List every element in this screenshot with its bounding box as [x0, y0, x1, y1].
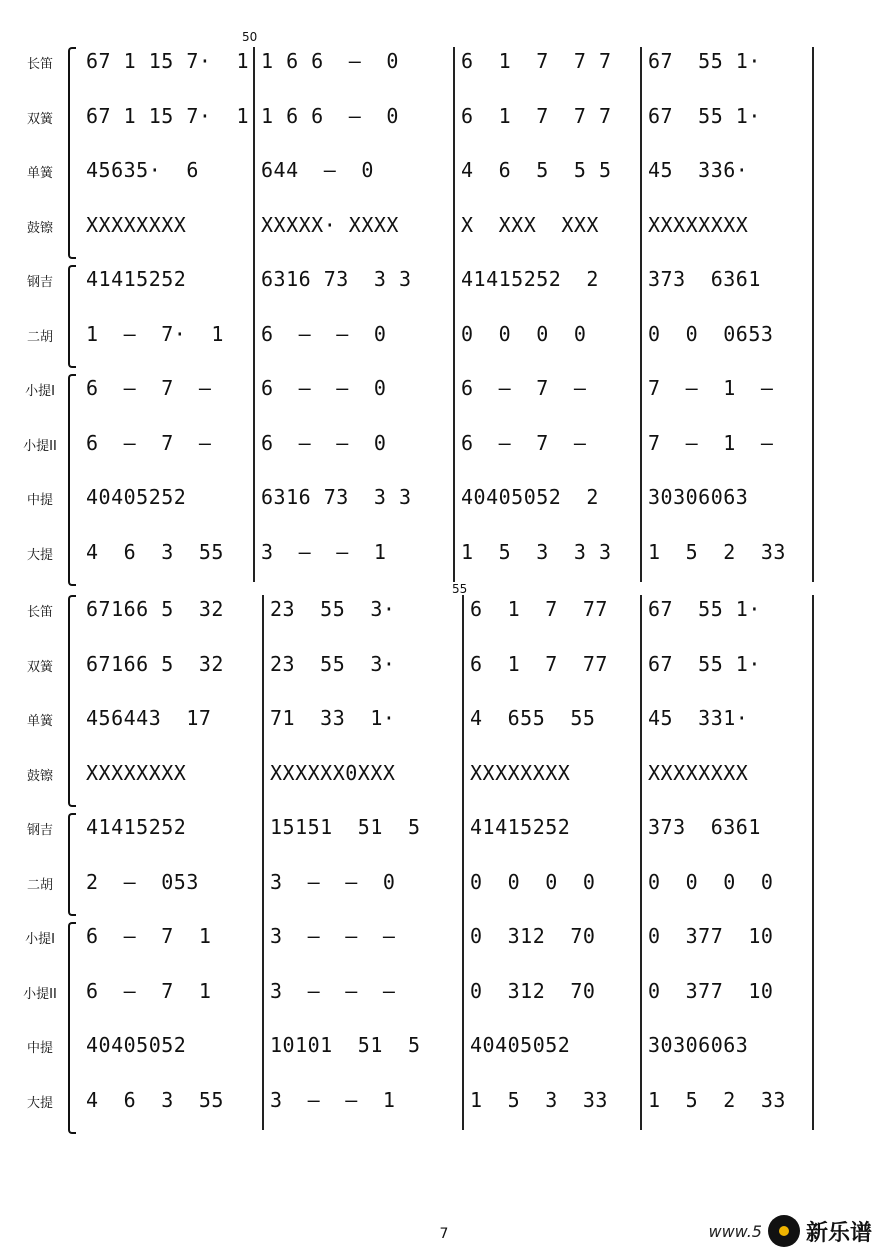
measure-notes: 67 55 1·: [648, 597, 761, 621]
measure-notes: X XXX XXX: [461, 212, 599, 237]
measure-notes: 644 — 0: [261, 158, 374, 182]
measure-notes: 67166 5 32: [86, 651, 224, 676]
part-name: 大提: [26, 547, 53, 563]
measure-notes: 40405052 2: [461, 485, 599, 509]
measure-notes: 373 6361: [648, 267, 761, 291]
staff-group-brace: [68, 265, 76, 368]
measure-notes: 373 6361: [648, 815, 761, 839]
measure-notes: 67 55 1·: [648, 49, 761, 73]
measure-number-55: 55: [452, 582, 468, 596]
measure-notes: 3 — — —: [270, 978, 396, 1003]
measure-notes: 3 — — 1: [261, 539, 387, 564]
measure-notes: 6 — 7 —: [461, 376, 587, 400]
measure-notes: 45 331·: [648, 706, 749, 730]
measure-notes: 0 0 0 0: [470, 869, 596, 894]
measure-notes: 23 55 3·: [270, 651, 396, 676]
measure-notes: 0 377 10: [648, 924, 774, 948]
measure-notes: 1 6 6 — 0: [261, 103, 399, 128]
measure-notes: 6 — — 0: [261, 321, 387, 346]
measure-notes: 6 — 7 —: [86, 376, 212, 400]
measure-notes: 45 336·: [648, 158, 749, 182]
watermark: [708, 1215, 872, 1247]
part-name: 小提I: [25, 932, 55, 947]
bar-line: [812, 47, 814, 582]
measure-notes: 6 — — 0: [261, 376, 387, 400]
part-name: 二胡: [26, 877, 53, 893]
bar-line: [253, 47, 255, 582]
measure-notes: 6 — — 0: [261, 430, 387, 455]
part-name: 长笛: [26, 605, 53, 620]
measure-notes: XXXXX· XXXX: [261, 212, 399, 237]
measure-notes: 6 1 7 7 7: [461, 49, 612, 73]
measure-notes: 1 5 3 3 3: [461, 539, 612, 564]
part-name: 小提II: [23, 438, 57, 454]
measure-notes: 45635· 6: [86, 158, 199, 182]
staff-group-brace: [68, 595, 76, 807]
part-name: 钢吉: [26, 275, 53, 290]
measure-notes: 40405252: [86, 485, 187, 509]
watermark-url: www.5: [708, 1221, 762, 1241]
part-name: 单簧: [26, 166, 53, 181]
part-name: 中提: [26, 1041, 53, 1056]
measure-notes: 6 1 7 7 7: [461, 103, 612, 128]
part-name: 长笛: [26, 57, 53, 72]
measure-notes: 6 — 7 —: [461, 430, 587, 455]
measure-notes: 30306063: [648, 485, 749, 509]
measure-notes: 1 5 3 33: [470, 1087, 608, 1112]
measure-notes: 6 — 7 1: [86, 978, 212, 1003]
part-name: 小提II: [23, 986, 57, 1002]
measure-notes: XXXXXX0XXX: [270, 760, 396, 785]
measure-notes: 6 — 7 —: [86, 430, 212, 455]
measure-notes: 67 1 15 7· 1: [86, 103, 250, 128]
measure-notes: 4 655 55: [470, 706, 596, 730]
measure-notes: 6 1 7 77: [470, 651, 608, 676]
measure-notes: 3 — — 1: [270, 1087, 396, 1112]
measure-notes: 1 6 6 — 0: [261, 49, 399, 73]
measure-notes: 0 312 70: [470, 924, 596, 948]
watermark-brand: 新乐谱: [805, 1220, 872, 1246]
measure-notes: 456443 17: [86, 706, 212, 730]
measure-notes: 2 — 053: [86, 869, 199, 894]
measure-notes: 7 — 1 —: [648, 430, 774, 455]
measure-notes: 4 6 3 55: [86, 1087, 224, 1112]
measure-notes: XXXXXXXX: [86, 212, 187, 237]
measure-notes: 0 312 70: [470, 978, 596, 1003]
bar-line: [262, 595, 264, 1130]
bar-line: [812, 595, 814, 1130]
measure-notes: 0 377 10: [648, 978, 774, 1003]
staff-group-brace: [68, 813, 76, 916]
measure-notes: 3 — — 0: [270, 869, 396, 894]
part-name: 中提: [26, 493, 53, 508]
measure-notes: 0 0 0653: [648, 321, 774, 346]
record-logo-icon: [768, 1215, 800, 1247]
measure-notes: 41415252: [86, 815, 187, 839]
measure-notes: 1 — 7· 1: [86, 321, 224, 346]
part-name: 鼓镲: [26, 768, 53, 784]
measure-notes: XXXXXXXX: [86, 760, 187, 785]
page-number: 7: [439, 1226, 449, 1242]
part-name: 单簧: [26, 714, 53, 729]
measure-notes: 40405052: [86, 1033, 187, 1057]
measure-number-50: 50: [242, 30, 258, 44]
measure-notes: 40405052: [470, 1033, 571, 1057]
measure-notes: XXXXXXXX: [648, 212, 749, 237]
staff-group-brace: [68, 47, 76, 259]
bar-line: [462, 595, 464, 1130]
measure-notes: 1 5 2 33: [648, 1087, 786, 1112]
measure-notes: 41415252 2: [461, 267, 599, 291]
measure-notes: 67166 5 32: [86, 597, 224, 621]
measure-notes: 3 — — —: [270, 924, 396, 948]
part-name: 双簧: [26, 111, 53, 127]
measure-notes: 71 33 1·: [270, 706, 396, 730]
bar-line: [640, 47, 642, 582]
measure-notes: 4 6 5 5 5: [461, 158, 612, 182]
measure-notes: 6 — 7 1: [86, 924, 212, 948]
measure-notes: 6316 73 3 3: [261, 267, 412, 291]
measure-notes: 67 1 15 7· 1: [86, 49, 250, 73]
bar-line: [453, 47, 455, 582]
measure-notes: 0 0 0 0: [461, 321, 587, 346]
bar-line: [640, 595, 642, 1130]
measure-notes: 6316 73 3 3: [261, 485, 412, 509]
part-name: 二胡: [26, 329, 53, 345]
part-name: 大提: [26, 1095, 53, 1111]
part-name: 小提I: [25, 384, 55, 399]
measure-notes: 7 — 1 —: [648, 376, 774, 400]
measure-notes: 1 5 2 33: [648, 539, 786, 564]
measure-notes: 23 55 3·: [270, 597, 396, 621]
measure-notes: 41415252: [86, 267, 187, 291]
measure-notes: XXXXXXXX: [648, 760, 749, 785]
measure-notes: XXXXXXXX: [470, 760, 571, 785]
measure-notes: 10101 51 5: [270, 1033, 421, 1057]
measure-notes: 4 6 3 55: [86, 539, 224, 564]
part-name: 双簧: [26, 659, 53, 675]
measure-notes: 67 55 1·: [648, 103, 761, 128]
part-name: 钢吉: [26, 823, 53, 838]
measure-notes: 0 0 0 0: [648, 869, 774, 894]
measure-notes: 15151 51 5: [270, 815, 421, 839]
part-name: 鼓镲: [26, 220, 53, 236]
measure-notes: 67 55 1·: [648, 651, 761, 676]
staff-group-brace: [68, 922, 76, 1134]
staff-group-brace: [68, 374, 76, 586]
measure-notes: 30306063: [648, 1033, 749, 1057]
measure-notes: 6 1 7 77: [470, 597, 608, 621]
measure-notes: 41415252: [470, 815, 571, 839]
